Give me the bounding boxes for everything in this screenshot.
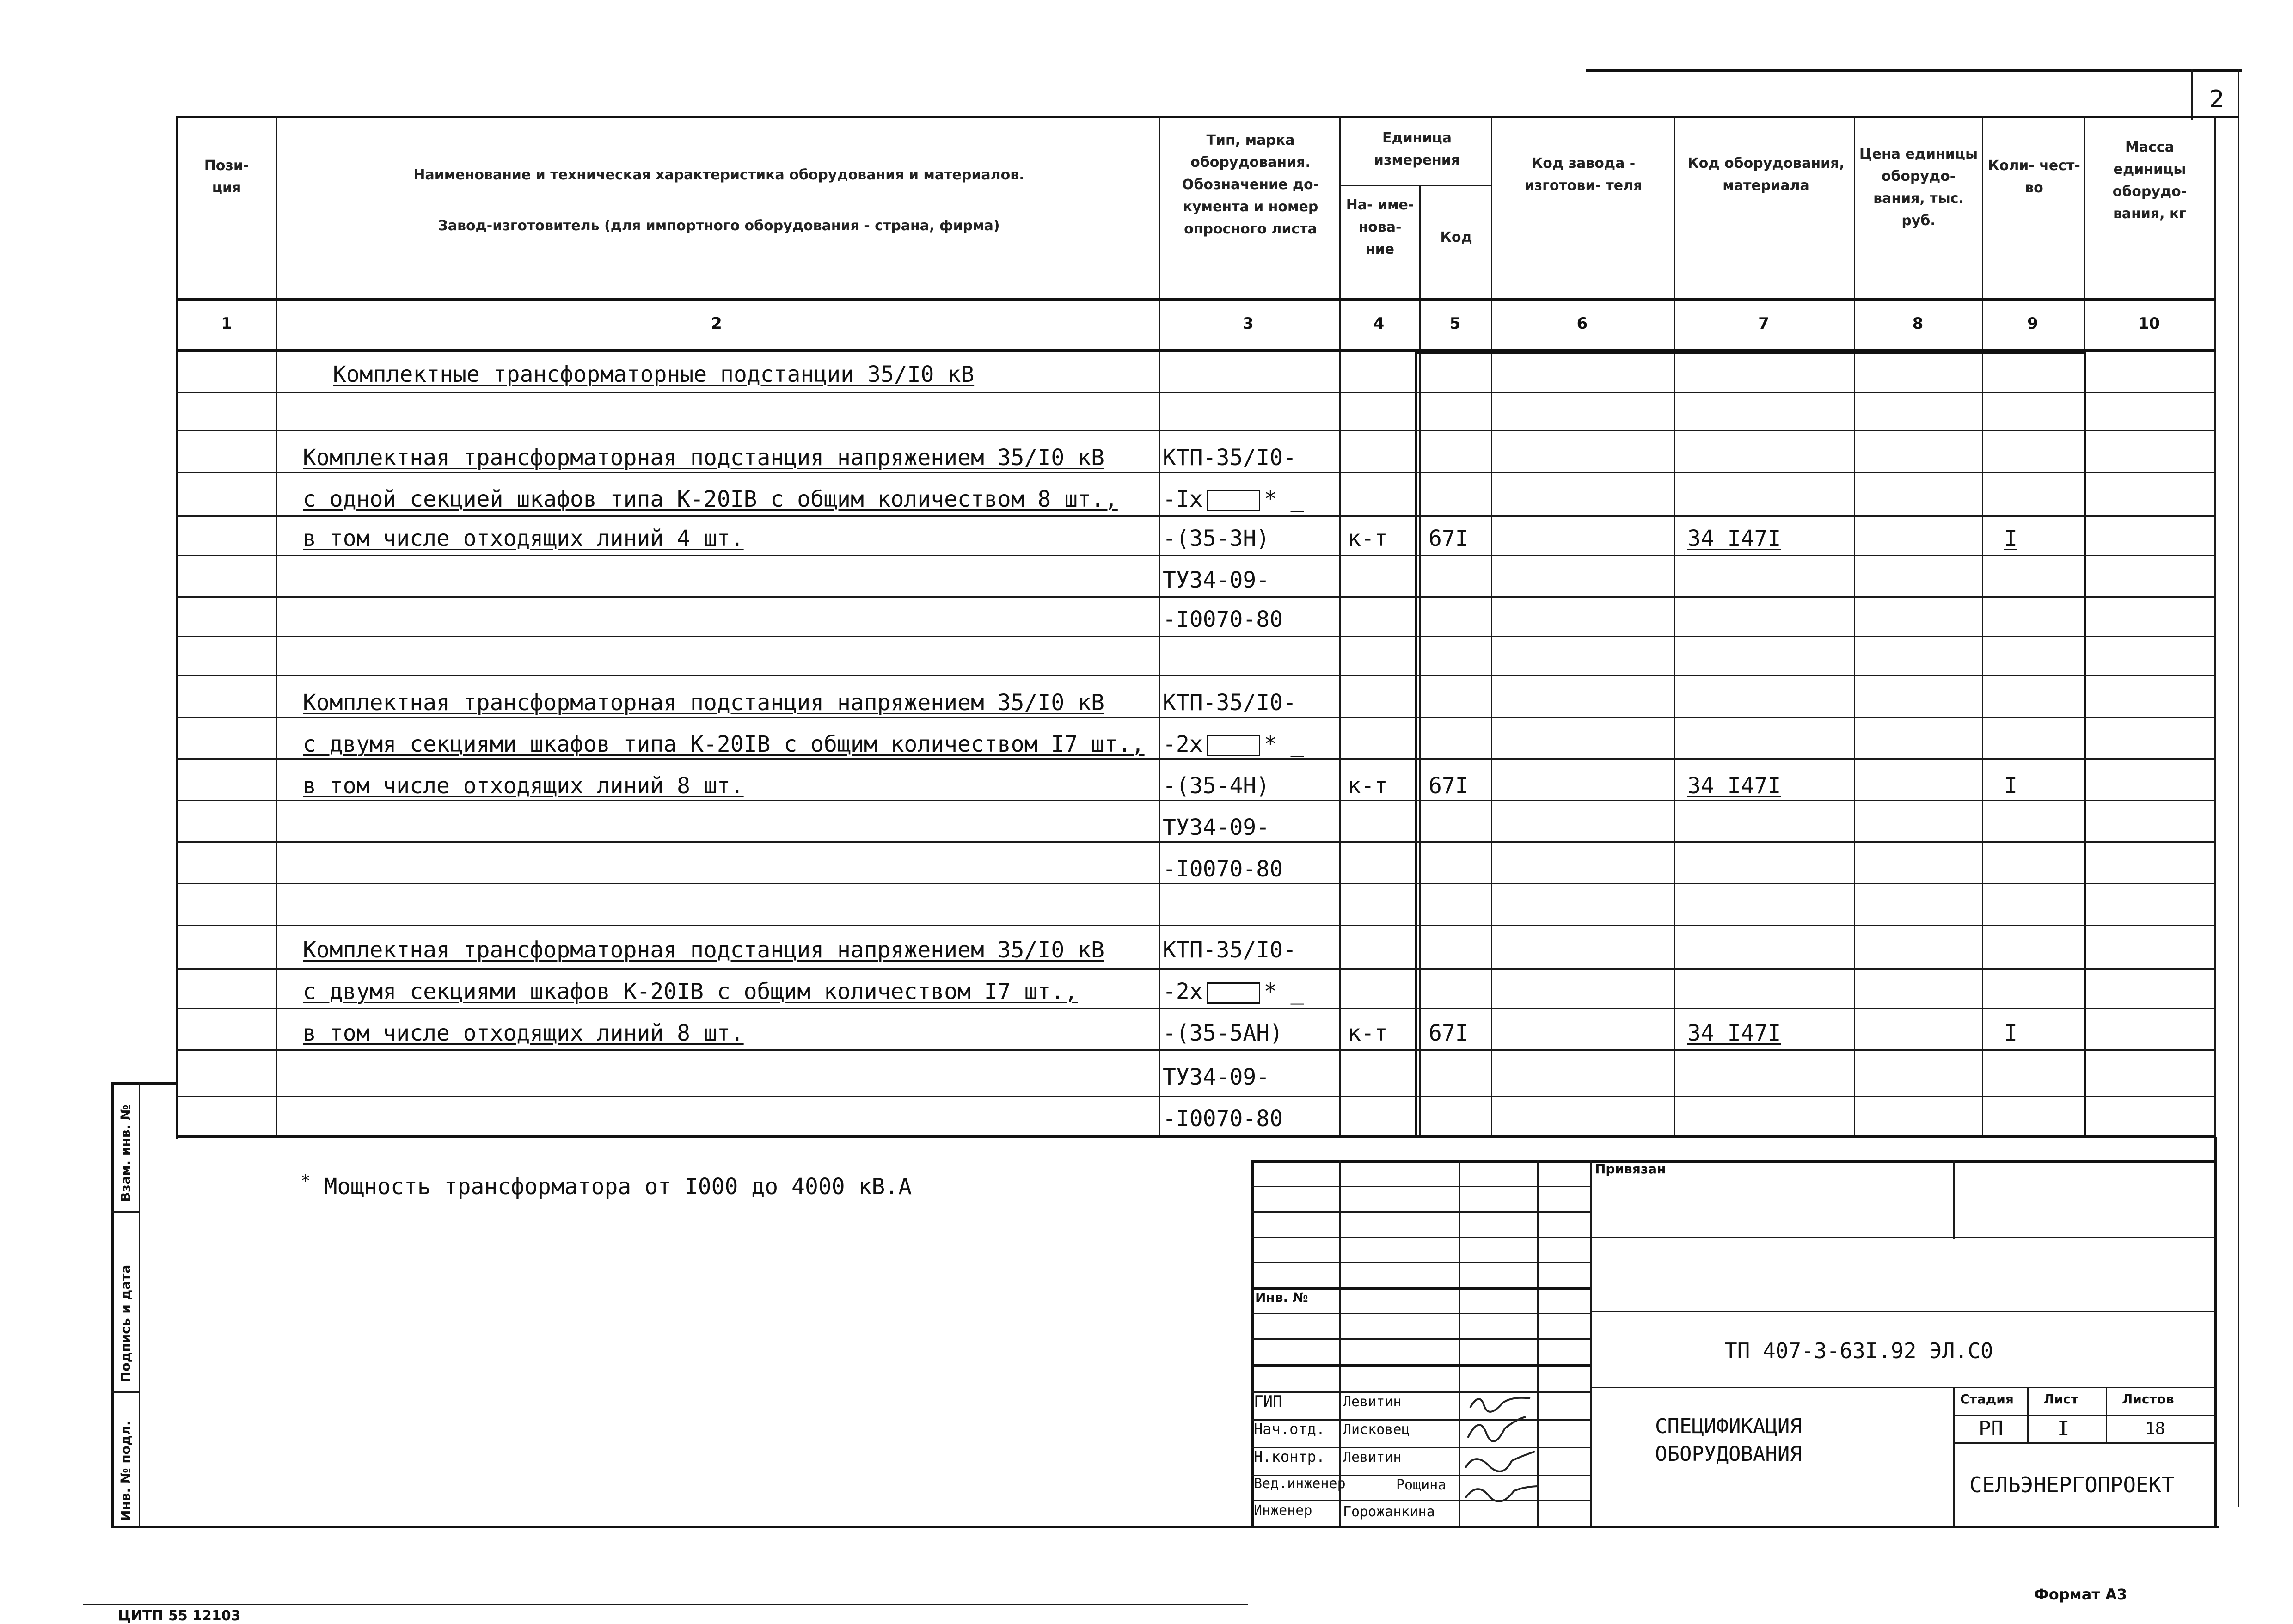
item2-desc-1: Комплектная трансформаторная подстанция напряжением 35/I0 кВ <box>303 690 1104 716</box>
sheets-value: 18 <box>2145 1419 2165 1438</box>
item3-desc-2: с двумя секциями шкафов К-20IВ с общим количеством I7 шт., <box>303 979 1078 1005</box>
role-3: Н.контр. <box>1254 1448 1325 1465</box>
col-num-3: 3 <box>1243 314 1254 333</box>
item1-type-5: -I0070-80 <box>1163 607 1283 632</box>
col-num-4: 4 <box>1373 314 1385 333</box>
header-factory-code: Код завода - изготови- теля <box>1524 155 1643 194</box>
sheet-label: Лист <box>2043 1391 2078 1407</box>
org-name: СЕЛЬЭНЕРГОПРОЕКТ <box>1969 1472 2175 1497</box>
col-num-6: 6 <box>1576 314 1588 333</box>
col-num-8: 8 <box>1912 314 1924 333</box>
item2-qty: I <box>2004 773 2017 799</box>
item1-qty: I <box>2004 526 2017 552</box>
item3-type-3: -(35-5АН) <box>1163 1020 1283 1046</box>
item1-type-2: -Iх * _ <box>1163 486 1304 512</box>
header-mass: Масса единицы оборудо- вания, кг <box>2112 139 2187 222</box>
col-num-2: 2 <box>711 314 722 333</box>
item1-type-4: ТУ34-09- <box>1163 567 1270 593</box>
item1-type-3: -(35-3Н) <box>1163 526 1270 552</box>
name-3: Левитин <box>1343 1449 1402 1465</box>
item3-desc-3: в том числе отходящих линий 8 шт. <box>303 1020 744 1046</box>
header-name-line2: Завод-изготовитель (для импортного оборудования - страна, фирма) <box>438 218 1000 234</box>
item3-type-5: -I0070-80 <box>1163 1106 1283 1132</box>
item2-type-3: -(35-4Н) <box>1163 773 1270 799</box>
item1-unit-code: 67I <box>1429 526 1469 552</box>
name-2: Лисковец <box>1343 1422 1410 1438</box>
side-label-inv-podl: Инв. № подл. <box>118 1421 133 1521</box>
item3-qty: I <box>2004 1020 2017 1046</box>
item2-desc-2: с двумя секциями шкафов типа К-20IВ с общим количеством I7 шт., <box>303 731 1145 757</box>
item3-unit: к-т <box>1348 1020 1388 1046</box>
header-equipment-code: Код оборудования, материала <box>1687 155 1845 194</box>
power-box <box>1207 735 1260 756</box>
item2-type-2: -2х * _ <box>1163 731 1304 757</box>
item1-desc-3: в том числе отходящих линий 4 шт. <box>303 526 744 552</box>
header-unit-name: На- име- нова- ние <box>1346 197 1414 257</box>
side-label-signature: Подпись и дата <box>118 1264 133 1382</box>
header-position: Пози- ция <box>204 158 249 196</box>
power-box <box>1207 982 1260 1004</box>
item2-unit-code: 67I <box>1429 773 1469 799</box>
item1-desc-1: Комплектная трансформаторная подстанция напряжением 35/I0 кВ <box>303 445 1104 471</box>
item2-unit: к-т <box>1348 773 1388 799</box>
power-box <box>1207 490 1260 511</box>
doc-title-1: СПЕЦИФИКАЦИЯ <box>1655 1415 1802 1438</box>
doc-code: ТП 407-3-63I.92 ЭЛ.С0 <box>1724 1338 1993 1363</box>
item3-type-4: ТУ34-09- <box>1163 1064 1270 1090</box>
item1-unit: к-т <box>1348 526 1388 552</box>
item2-type-5: -I0070-80 <box>1163 856 1283 882</box>
role-2: Нач.отд. <box>1254 1420 1325 1438</box>
col-num-7: 7 <box>1758 314 1769 333</box>
header-unit-group: Единица измерения <box>1373 130 1460 168</box>
name-1: Левитин <box>1343 1394 1402 1410</box>
format-label: Формат А3 <box>2034 1586 2127 1603</box>
header-price: Цена единицы оборудо- вания, тыс. руб. <box>1859 146 1978 229</box>
header-type: Тип, марка оборудования. Обозначение до- кумента и номер опросного листа <box>1182 132 1319 237</box>
col-num-5: 5 <box>1449 314 1461 333</box>
item1-type-1: КТП-35/I0- <box>1163 445 1296 471</box>
name-4: Рощина <box>1396 1477 1447 1493</box>
item1-equip-code: 34 I47I <box>1687 526 1781 552</box>
item3-type-2: -2х * _ <box>1163 979 1304 1005</box>
footnote: * Мощность трансформатора от I000 до 4000 кВ.А <box>300 1171 912 1200</box>
signatures <box>1461 1387 1544 1526</box>
item3-unit-code: 67I <box>1429 1020 1469 1046</box>
role-4: Вед.инженер <box>1254 1476 1346 1492</box>
name-5: Горожанкина <box>1343 1504 1435 1520</box>
header-name-line1: Наименование и техническая характеристика оборудования и материалов. <box>413 167 1024 183</box>
sheets-label: Листов <box>2122 1391 2174 1407</box>
inv-no-label: Инв. № <box>1255 1290 1308 1305</box>
item2-type-1: КТП-35/I0- <box>1163 690 1296 716</box>
item2-equip-code: 34 I47I <box>1687 773 1781 799</box>
item3-desc-1: Комплектная трансформаторная подстанция напряжением 35/I0 кВ <box>303 937 1104 963</box>
item3-equip-code: 34 I47I <box>1687 1020 1781 1046</box>
item3-type-1: КТП-35/I0- <box>1163 937 1296 963</box>
col-num-10: 10 <box>2138 314 2160 333</box>
role-5: Инженер <box>1254 1502 1312 1519</box>
sheet-value: I <box>2057 1417 2070 1440</box>
col-num-9: 9 <box>2027 314 2038 333</box>
role-1: ГИП <box>1254 1392 1282 1411</box>
sheet-number: 2 <box>2209 86 2225 113</box>
stage-label: Стадия <box>1960 1391 2014 1407</box>
col-num-1: 1 <box>221 314 232 333</box>
side-label-vzam: Взам. инв. № <box>118 1104 133 1202</box>
item2-desc-3: в том числе отходящих линий 8 шт. <box>303 773 744 799</box>
bottom-code: ЦИТП 55 12103 <box>118 1608 241 1624</box>
section-title: Комплектные трансформаторные подстанции 35/I0 кВ <box>333 362 975 387</box>
stage-value: РП <box>1979 1417 2003 1440</box>
item2-type-4: ТУ34-09- <box>1163 815 1270 840</box>
header-unit-code: Код <box>1440 229 1472 245</box>
header-quantity: Коли- чест- во <box>1988 158 2080 196</box>
doc-title-2: ОБОРУДОВАНИЯ <box>1655 1442 1802 1466</box>
item1-desc-2: с одной секцией шкафов типа К-20IВ с общим количеством 8 шт., <box>303 486 1118 512</box>
privyazan-label: Привязан <box>1595 1161 1666 1177</box>
